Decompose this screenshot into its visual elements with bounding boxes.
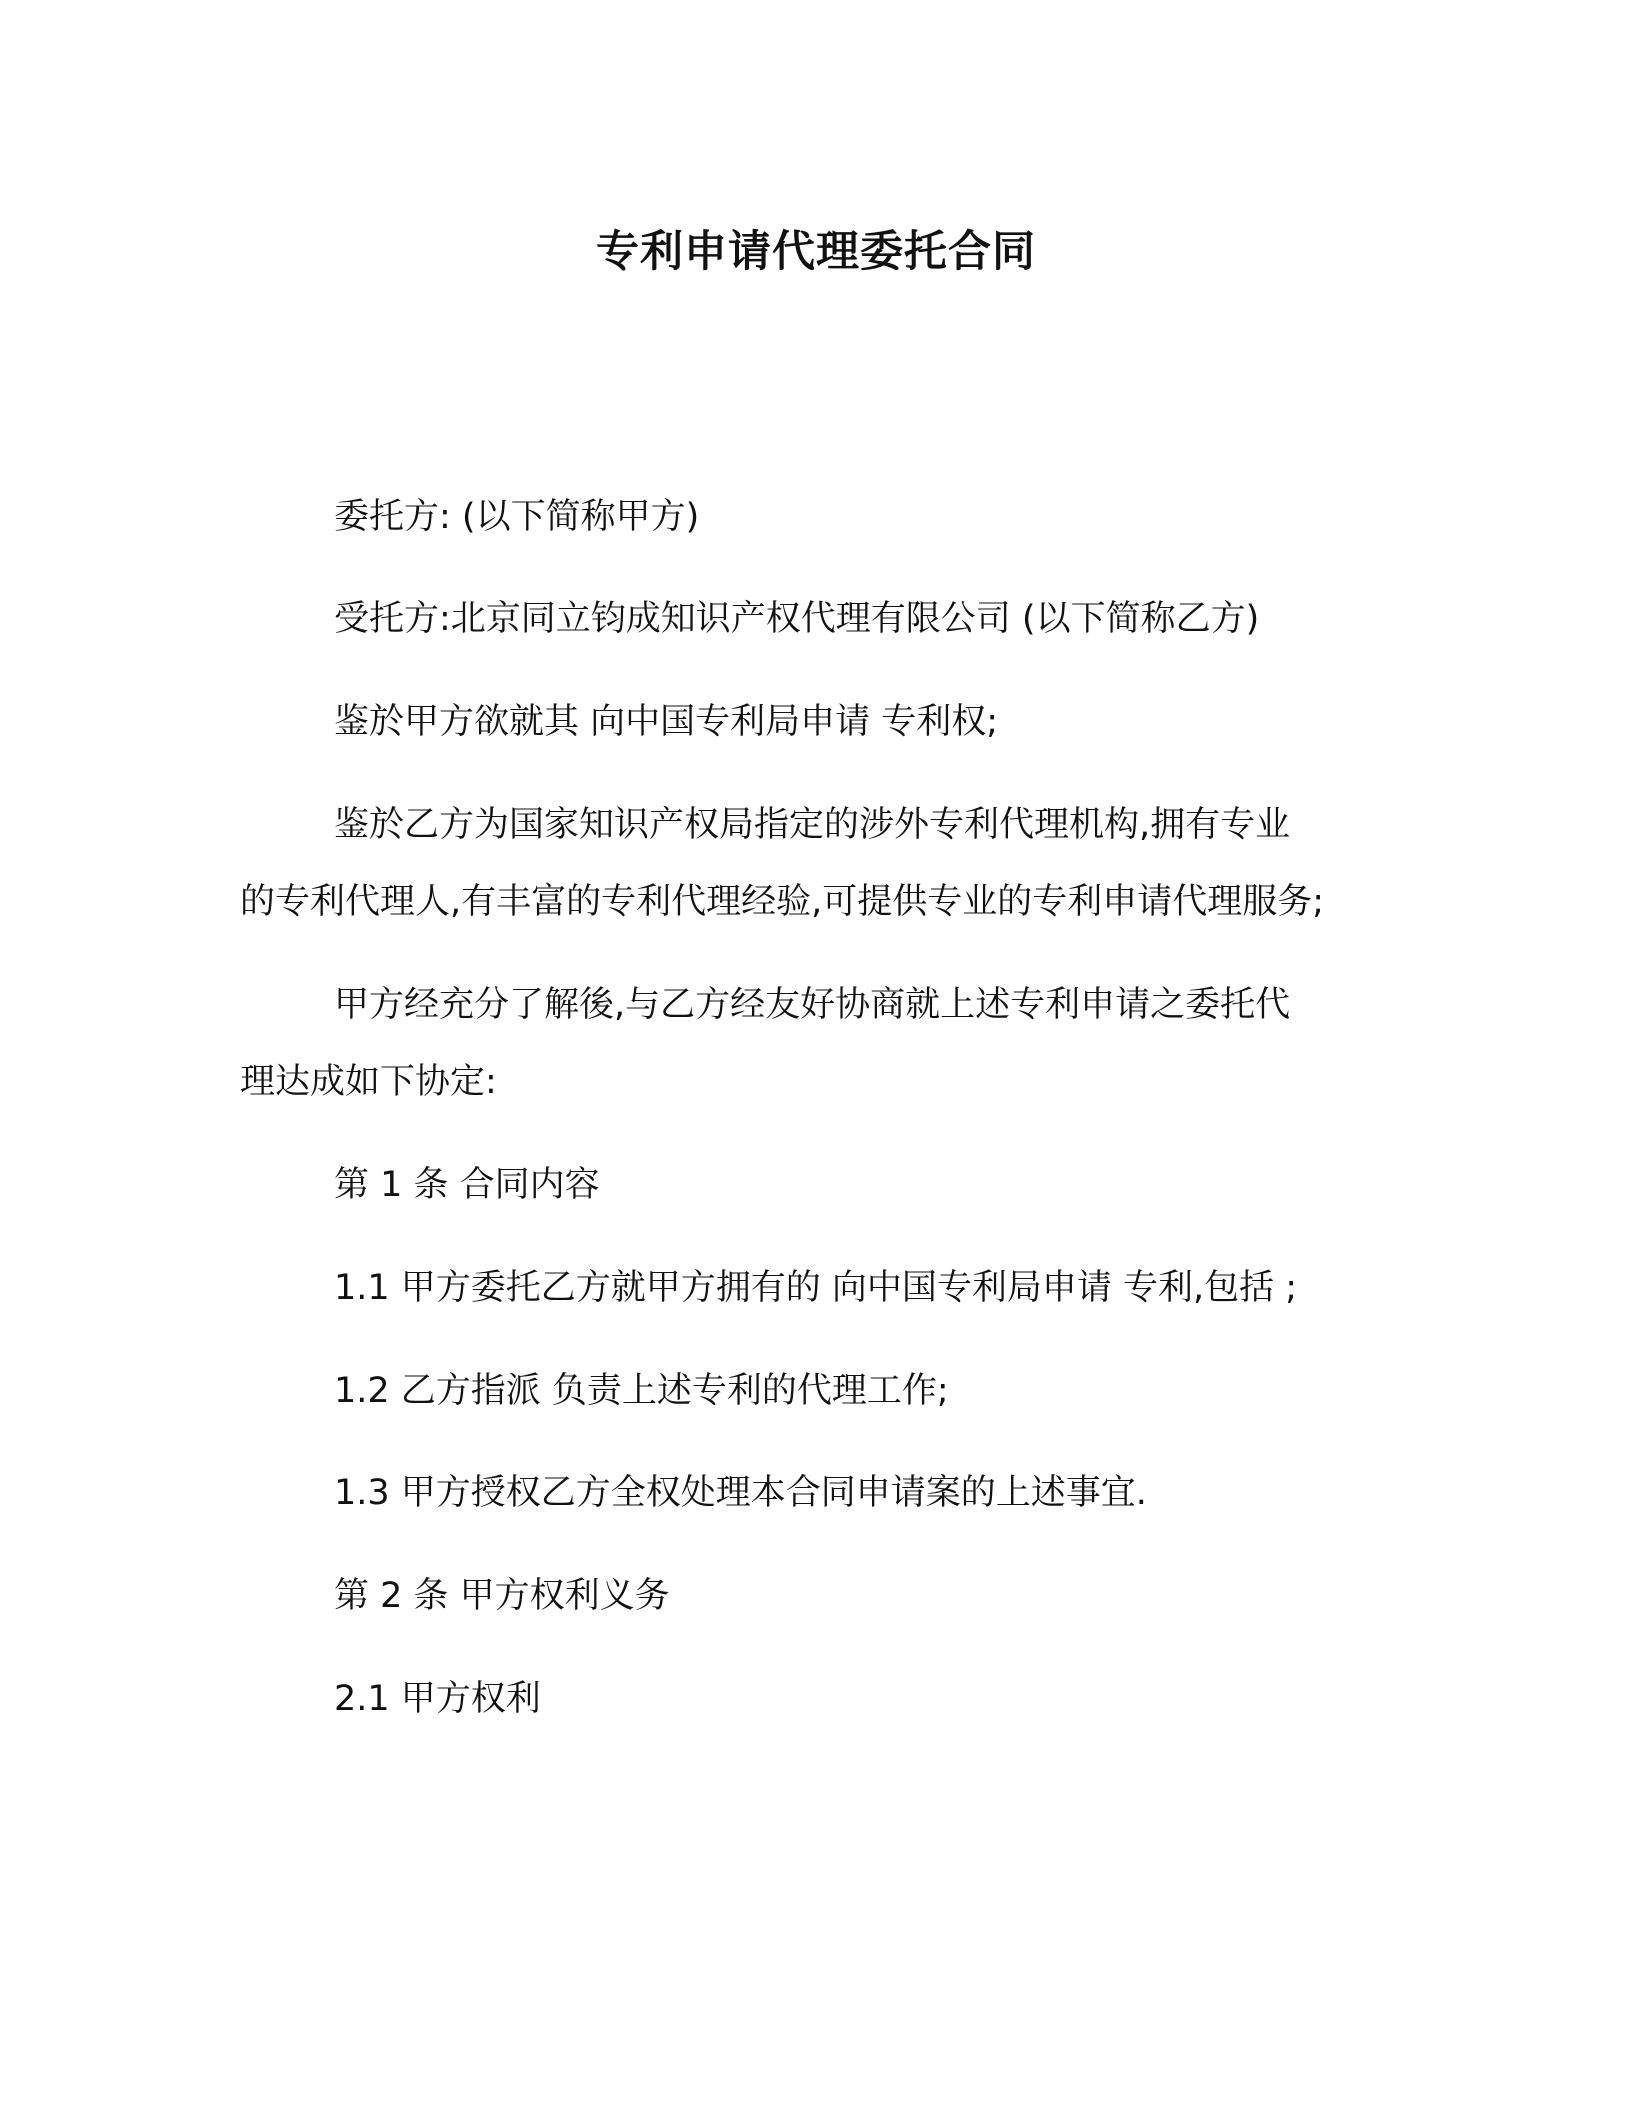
article-2-heading: 第 2 条 甲方权利义务 — [334, 1576, 670, 1616]
recital-paragraph-3-line-1: 甲方经充分了解後,与乙方经友好协商就上述专利申请之委托代 — [334, 985, 1291, 1025]
recital-paragraph-2-line-1: 鉴於乙方为国家知识产权局指定的涉外专利代理机构,拥有专业 — [334, 805, 1291, 845]
clause-1-1: 1.1 甲方委托乙方就甲方拥有的 向中国专利局申请 专利,包括 ; — [334, 1268, 1298, 1308]
recital-paragraph-3-line-2: 理达成如下协定: — [240, 1062, 497, 1102]
document-title: 专利申请代理委托合同 — [596, 227, 1036, 277]
agent-party-line: 受托方:北京同立钧成知识产权代理有限公司 (以下简称乙方) — [334, 599, 1260, 639]
article-1-heading: 第 1 条 合同内容 — [334, 1165, 600, 1205]
clause-2-1: 2.1 甲方权利 — [334, 1679, 541, 1719]
clause-1-2: 1.2 乙方指派 负责上述专利的代理工作; — [334, 1371, 949, 1411]
client-party-line: 委托方: (以下简称甲方) — [334, 497, 700, 537]
clause-1-3: 1.3 甲方授权乙方全权处理本合同申请案的上述事宜. — [334, 1473, 1147, 1513]
recital-paragraph-1: 鉴於甲方欲就其 向中国专利局申请 专利权; — [334, 702, 999, 742]
recital-paragraph-2-line-2: 的专利代理人,有丰富的专利代理经验,可提供专业的专利申请代理服务; — [240, 882, 1325, 922]
